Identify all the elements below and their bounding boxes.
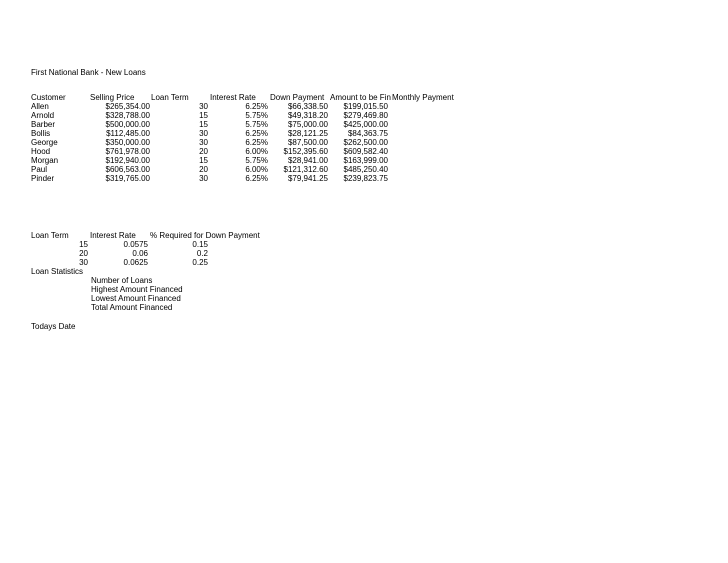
cell-down-payment[interactable]: $66,338.50 bbox=[287, 102, 328, 111]
cell-customer[interactable]: George bbox=[31, 138, 58, 147]
cell-interest-rate[interactable]: 5.75% bbox=[245, 120, 268, 129]
cell-down-payment[interactable]: $121,312.60 bbox=[283, 165, 328, 174]
cell-selling-price[interactable]: $265,354.00 bbox=[105, 102, 150, 111]
lookup-header-interest-rate[interactable]: Interest Rate bbox=[90, 231, 136, 240]
lookup-cell-rate[interactable]: 0.0575 bbox=[123, 240, 148, 249]
cell-customer[interactable]: Morgan bbox=[31, 156, 59, 165]
cell-loan-term[interactable]: 15 bbox=[199, 111, 208, 120]
cell-selling-price[interactable]: $328,788.00 bbox=[105, 111, 150, 120]
header-down-payment[interactable]: Down Payment bbox=[270, 93, 325, 102]
lookup-cell-term[interactable]: 30 bbox=[79, 258, 88, 267]
loan-statistics-label[interactable]: Loan Statistics bbox=[31, 267, 84, 276]
lookup-cell-term[interactable]: 15 bbox=[79, 240, 88, 249]
cell-amount-financed[interactable]: $199,015.50 bbox=[343, 102, 388, 111]
cell-selling-price[interactable]: $112,485.00 bbox=[106, 129, 150, 138]
cell-amount-financed[interactable]: $425,000.00 bbox=[343, 120, 388, 129]
cell-selling-price[interactable]: $500,000.00 bbox=[105, 120, 150, 129]
cell-loan-term[interactable]: 30 bbox=[199, 138, 208, 147]
lookup-cell-pct[interactable]: 0.25 bbox=[192, 258, 208, 267]
cell-customer[interactable]: Hood bbox=[31, 147, 51, 156]
sheet-title[interactable]: First National Bank - New Loans bbox=[31, 68, 146, 77]
cell-amount-financed[interactable]: $163,999.00 bbox=[343, 156, 388, 165]
cell-interest-rate[interactable]: 6.25% bbox=[245, 129, 268, 138]
cell-loan-term[interactable]: 15 bbox=[199, 156, 208, 165]
cell-loan-term[interactable]: 20 bbox=[199, 165, 208, 174]
lookup-header-loan-term[interactable]: Loan Term bbox=[31, 231, 69, 240]
cell-interest-rate[interactable]: 5.75% bbox=[245, 111, 268, 120]
cell-down-payment[interactable]: $28,941.00 bbox=[287, 156, 328, 165]
cell-amount-financed[interactable]: $279,469.80 bbox=[343, 111, 388, 120]
cell-down-payment[interactable]: $49,318.20 bbox=[287, 111, 328, 120]
lookup-cell-rate[interactable]: 0.0625 bbox=[123, 258, 148, 267]
cell-selling-price[interactable]: $350,000.00 bbox=[105, 138, 150, 147]
loan-statistic-item[interactable]: Total Amount Financed bbox=[91, 303, 173, 312]
cell-selling-price[interactable]: $192,940.00 bbox=[105, 156, 150, 165]
cell-interest-rate[interactable]: 6.00% bbox=[245, 147, 268, 156]
cell-customer[interactable]: Bollis bbox=[31, 129, 51, 138]
loan-statistic-item[interactable]: Highest Amount Financed bbox=[91, 285, 183, 294]
cell-down-payment[interactable]: $152,395.60 bbox=[283, 147, 328, 156]
cell-customer[interactable]: Arnold bbox=[31, 111, 55, 120]
todays-date-label[interactable]: Todays Date bbox=[31, 322, 76, 331]
header-selling-price[interactable]: Selling Price bbox=[90, 93, 135, 102]
lookup-cell-pct[interactable]: 0.2 bbox=[196, 249, 208, 258]
header-amount-financed[interactable]: Amount to be Fin bbox=[330, 93, 391, 102]
cell-interest-rate[interactable]: 6.25% bbox=[245, 102, 268, 111]
cell-interest-rate[interactable]: 6.25% bbox=[245, 138, 268, 147]
cell-customer[interactable]: Allen bbox=[31, 102, 49, 111]
cell-interest-rate[interactable]: 6.00% bbox=[245, 165, 268, 174]
cell-customer[interactable]: Paul bbox=[31, 165, 48, 174]
cell-amount-financed[interactable]: $262,500.00 bbox=[343, 138, 388, 147]
loan-statistic-item[interactable]: Number of Loans bbox=[91, 276, 153, 285]
lookup-cell-rate[interactable]: 0.06 bbox=[132, 249, 148, 258]
cell-down-payment[interactable]: $79,941.25 bbox=[287, 174, 328, 183]
cell-amount-financed[interactable]: $84,363.75 bbox=[347, 129, 388, 138]
cell-loan-term[interactable]: 30 bbox=[199, 129, 208, 138]
cell-amount-financed[interactable]: $609,582.40 bbox=[343, 147, 388, 156]
header-customer[interactable]: Customer bbox=[31, 93, 66, 102]
loan-statistic-item[interactable]: Lowest Amount Financed bbox=[91, 294, 181, 303]
lookup-cell-pct[interactable]: 0.15 bbox=[192, 240, 208, 249]
cell-down-payment[interactable]: $87,500.00 bbox=[287, 138, 328, 147]
cell-selling-price[interactable]: $606,563.00 bbox=[105, 165, 150, 174]
cell-amount-financed[interactable]: $485,250.40 bbox=[343, 165, 388, 174]
cell-loan-term[interactable]: 15 bbox=[199, 120, 208, 129]
cell-customer[interactable]: Barber bbox=[31, 120, 56, 129]
cell-selling-price[interactable]: $761,978.00 bbox=[105, 147, 150, 156]
cell-loan-term[interactable]: 30 bbox=[199, 174, 208, 183]
cell-amount-financed[interactable]: $239,823.75 bbox=[343, 174, 388, 183]
lookup-cell-term[interactable]: 20 bbox=[79, 249, 88, 258]
cell-down-payment[interactable]: $75,000.00 bbox=[287, 120, 328, 129]
cell-down-payment[interactable]: $28,121.25 bbox=[287, 129, 328, 138]
cell-interest-rate[interactable]: 6.25% bbox=[245, 174, 268, 183]
header-interest-rate[interactable]: Interest Rate bbox=[210, 93, 256, 102]
lookup-header-pct-down[interactable]: % Required for Down Payment bbox=[150, 231, 260, 240]
cell-interest-rate[interactable]: 5.75% bbox=[245, 156, 268, 165]
header-loan-term[interactable]: Loan Term bbox=[151, 93, 189, 102]
cell-loan-term[interactable]: 20 bbox=[199, 147, 208, 156]
cell-customer[interactable]: Pinder bbox=[31, 174, 55, 183]
header-monthly-payment[interactable]: Monthly Payment bbox=[392, 93, 454, 102]
cell-loan-term[interactable]: 30 bbox=[199, 102, 208, 111]
cell-selling-price[interactable]: $319,765.00 bbox=[105, 174, 150, 183]
